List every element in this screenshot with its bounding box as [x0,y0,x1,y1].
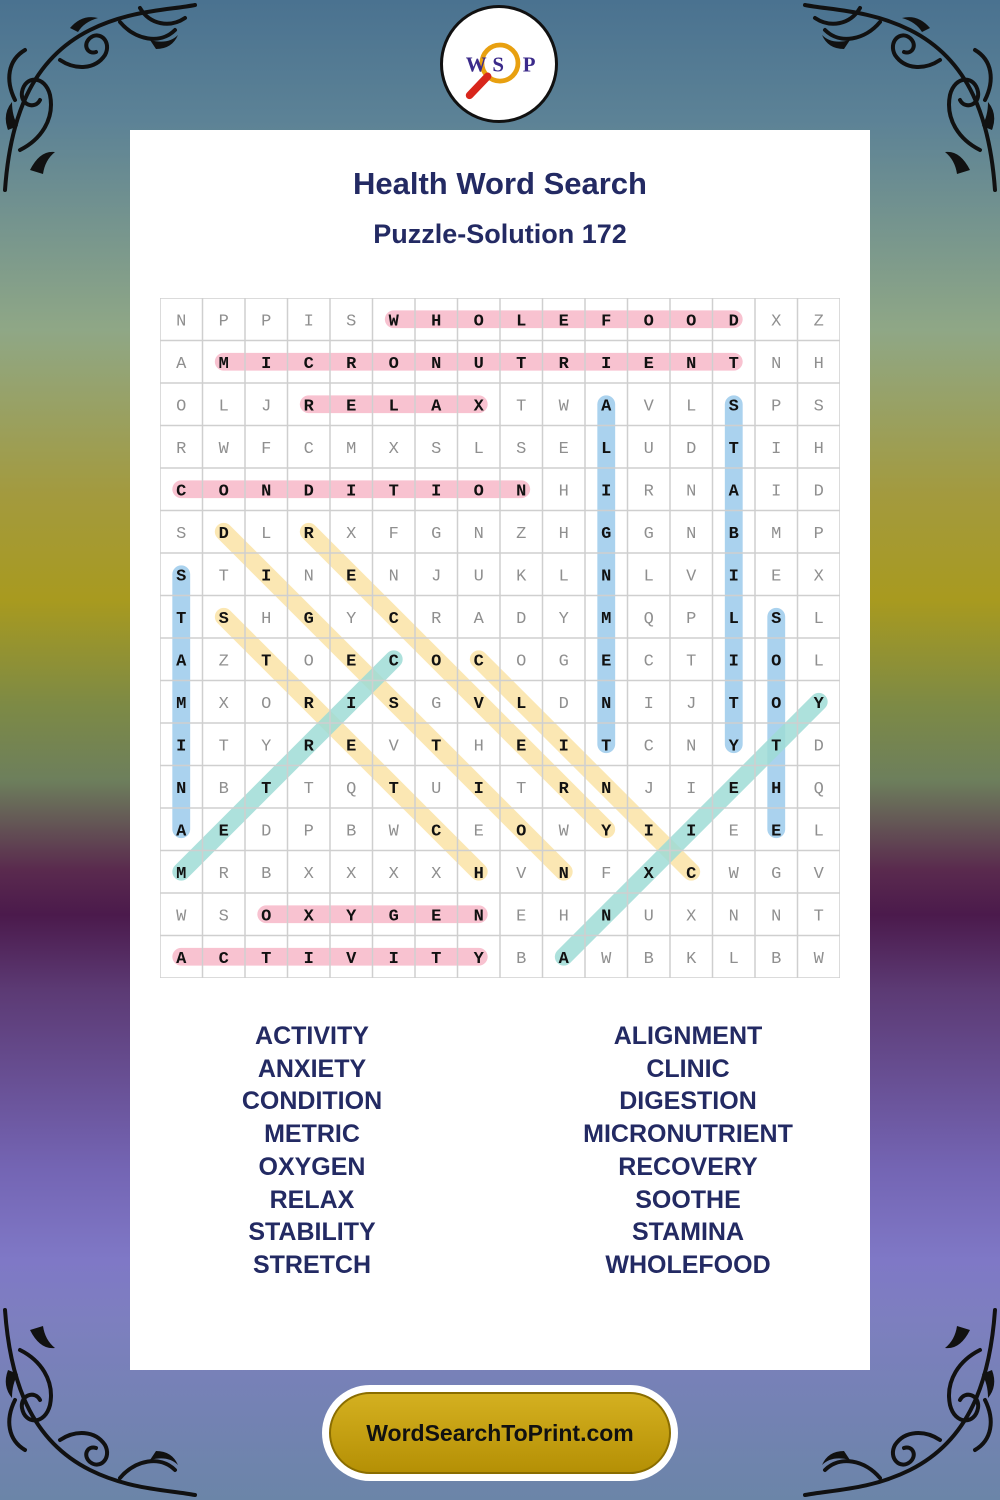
grid-letter: T [771,737,782,757]
grid-letter: Z [813,312,824,332]
grid-letter: A [431,397,442,417]
grid-letter: G [771,864,782,884]
grid-letter: D [218,524,229,544]
grid-letter: E [558,439,569,459]
grid-letter: N [601,694,612,714]
magnifier-logo-icon [443,8,555,120]
grid-letter: T [176,609,187,629]
grid-letter: V [346,949,357,969]
grid-letter: R [303,737,314,757]
grid-letter: I [728,652,739,672]
grid-letter: O [218,482,229,502]
grid-letter: O [516,822,527,842]
grid-letter: I [601,482,612,502]
grid-letter: T [728,354,739,374]
grid-letter: I [771,439,782,459]
wsp-logo[interactable] [440,5,558,123]
grid-letter: O [771,652,782,672]
page-title: Health Word Search [352,166,647,201]
grid-letter: F [388,524,399,544]
grid-letter: E [346,567,357,587]
grid-letter: D [516,609,527,629]
grid-letter: T [516,779,527,799]
grid-letter: X [431,864,442,884]
grid-letter: L [643,567,654,587]
grid-letter: O [261,694,272,714]
grid-letter: M [176,694,187,714]
grid-letter: R [218,864,229,884]
grid-letter: U [473,354,484,374]
grid-letter: V [388,737,399,757]
grid-letter: M [771,524,782,544]
grid-letter: S [218,907,229,927]
grid-letter: Y [813,694,824,714]
grid-letter: I [431,482,442,502]
grid-letter: T [516,397,527,417]
grid-letter: K [686,949,697,969]
grid-letter: F [261,439,272,459]
grid-letter: L [686,397,697,417]
grid-letter: Q [813,779,824,799]
grid-letter: F [601,312,612,332]
grid-letter: O [473,312,484,332]
grid-letter: L [218,397,229,417]
grid-letter: I [261,354,272,374]
grid-letter: N [303,567,314,587]
website-button[interactable] [322,1385,678,1481]
grid-letter: A [176,652,187,672]
grid-letter: N [686,354,697,374]
grid-letter: B [728,524,739,544]
grid-letter: N [558,864,569,884]
grid-letter: M [218,354,229,374]
grid-letter: T [388,779,399,799]
grid-letter: X [303,864,314,884]
grid-letter: E [643,354,654,374]
grid-letter: N [601,779,612,799]
grid-letter: B [771,949,782,969]
grid-letter: A [176,949,187,969]
grid-letter: V [686,567,697,587]
grid-letter: T [431,949,442,969]
grid-letter: D [686,439,697,459]
grid-letter: W [813,949,824,969]
grid-letter: O [303,652,314,672]
grid-letter: H [473,864,484,884]
grid-letter: O [388,354,399,374]
grid-letter: I [303,312,314,332]
word-list-item: STRETCH [252,1250,372,1279]
grid-letter: T [218,567,229,587]
grid-letter: I [176,737,187,757]
grid-letter: L [813,822,824,842]
grid-letter: W [388,312,399,332]
grid-letter: C [388,609,399,629]
grid-letter: O [686,312,697,332]
grid-letter: E [728,779,739,799]
grid-letter: L [813,652,824,672]
grid-letter: J [261,397,272,417]
grid-letter: N [176,312,187,332]
grid-letter: E [218,822,229,842]
word-list-item: DIGESTION [619,1087,757,1116]
grid-letter: E [473,822,484,842]
grid-letter: N [601,567,612,587]
grid-letter: I [388,949,399,969]
grid-letter: H [813,439,824,459]
grid-letter: H [473,737,484,757]
grid-letter: D [261,822,272,842]
grid-letter: X [643,864,654,884]
grid-letter: Q [346,779,357,799]
grid-letter: R [558,354,569,374]
grid-letter: X [388,439,399,459]
grid-letter: Y [558,609,569,629]
grid-letter: P [686,609,697,629]
grid-letter: C [176,482,187,502]
grid-letter: E [346,737,357,757]
grid-letter: T [261,652,272,672]
grid-letter: Z [218,652,229,672]
grid-letter: L [516,312,527,332]
word-list-item: SOOTHE [635,1185,741,1214]
grid-letter: S [516,439,527,459]
grid-letter: D [558,694,569,714]
grid-letter: S [431,439,442,459]
grid-letter: M [601,609,612,629]
grid-letter: S [388,694,399,714]
grid-letter: I [686,822,697,842]
grid-letter: A [728,482,739,502]
word-list-item: ALIGNMENT [613,1022,763,1050]
grid-letter: X [303,907,314,927]
grid-letter: X [388,864,399,884]
grid-letter: O [473,482,484,502]
grid-letter: J [431,567,442,587]
grid-letter: O [261,907,272,927]
grid-letter: S [176,524,187,544]
grid-letter: O [643,312,654,332]
grid-letter: R [431,609,442,629]
grid-letter: B [516,949,527,969]
grid-letter: Q [643,609,654,629]
grid-letter: V [473,694,484,714]
grid-letter: N [261,482,272,502]
grid-letter: Z [516,524,527,544]
grid-letter: I [728,567,739,587]
grid-letter: E [346,652,357,672]
grid-letter: S [813,397,824,417]
word-list-item: MICRONUTRIENT [583,1120,793,1149]
grid-letter: U [643,439,654,459]
grid-letter: U [431,779,442,799]
grid-letter: I [686,779,697,799]
grid-letter: I [643,822,654,842]
grid-letter: V [516,864,527,884]
grid-letter: L [728,949,739,969]
grid-letter: P [261,312,272,332]
grid-letter: A [176,354,187,374]
grid-letter: D [303,482,314,502]
website-button-label: WordSearchToPrint.com [329,1392,671,1474]
grid-letter: V [813,864,824,884]
grid-letter: C [643,737,654,757]
grid-letter: D [813,482,824,502]
grid-letter: I [771,482,782,502]
grid-letter: N [473,907,484,927]
grid-letter: S [346,312,357,332]
word-list-left [142,1020,482,1282]
grid-letter: E [516,737,527,757]
grid-letter: T [388,482,399,502]
grid-letter: Y [346,609,357,629]
grid-letter: Y [261,737,272,757]
grid-letter: M [176,864,187,884]
grid-letter: G [388,907,399,927]
grid-letter: T [728,694,739,714]
grid-letter: W [218,439,229,459]
grid-letter: S [771,609,782,629]
grid-letter: R [643,482,654,502]
word-list-right [518,1020,858,1282]
grid-letter: E [558,312,569,332]
grid-letter: Y [473,949,484,969]
grid-letter: E [771,567,782,587]
grid-letter: P [813,524,824,544]
grid-letter: C [686,864,697,884]
word-list-item: CONDITION [241,1087,383,1116]
grid-letter: N [473,524,484,544]
grid-letter: C [303,439,314,459]
grid-letter: B [218,779,229,799]
grid-letter: N [686,482,697,502]
grid-letter: C [218,949,229,969]
grid-letter: L [388,397,399,417]
grid-letter: S [218,609,229,629]
grid-letter: E [516,907,527,927]
grid-letter: C [431,822,442,842]
grid-letter: P [218,312,229,332]
word-list-item: CLINIC [646,1054,730,1083]
grid-letter: B [261,864,272,884]
grid-letter: O [771,694,782,714]
grid-letter: N [686,524,697,544]
grid-letter: I [601,354,612,374]
grid-letter: L [473,439,484,459]
grid-letter: R [346,354,357,374]
logo-letter-p: P [522,52,536,77]
grid-letter: Y [728,737,739,757]
grid-letter: X [346,864,357,884]
grid-letter: I [558,737,569,757]
grid-letter: T [431,737,442,757]
grid-letter: H [261,609,272,629]
grid-letter: W [558,822,569,842]
grid-letter: T [686,652,697,672]
grid-letter: T [813,907,824,927]
grid-letter: N [728,907,739,927]
grid-letter: L [728,609,739,629]
grid-letter: T [218,737,229,757]
word-list-item: STAMINA [631,1218,745,1247]
grid-letter: A [601,397,612,417]
grid-letter: N [686,737,697,757]
grid-letter: G [303,609,314,629]
grid-letter: H [558,524,569,544]
grid-letter: T [516,354,527,374]
grid-letter: B [346,822,357,842]
word-list-item: RELAX [269,1185,355,1214]
grid-letter: D [813,737,824,757]
grid-letter: G [431,694,442,714]
grid-letter: E [346,397,357,417]
grid-letter: N [516,482,527,502]
grid-letter: C [388,652,399,672]
grid-letter: W [558,397,569,417]
grid-letter: N [601,907,612,927]
grid-letter: G [601,524,612,544]
grid-letter: T [261,949,272,969]
grid-letter: M [346,439,357,459]
grid-letter: L [516,694,527,714]
word-list-item: STABILITY [248,1218,376,1247]
grid-letter: X [218,694,229,714]
grid-letter: O [516,652,527,672]
grid-letter: H [558,482,569,502]
grid-letter: P [771,397,782,417]
grid-letter: J [643,779,654,799]
grid-letter: I [473,779,484,799]
grid-letter: N [388,567,399,587]
logo-letter-w: W [465,52,487,77]
grid-letter: H [431,312,442,332]
grid-letter: X [346,524,357,544]
word-list-item: RECOVERY [618,1152,758,1181]
grid-letter: I [261,567,272,587]
grid-letter: X [771,312,782,332]
grid-letter: T [303,779,314,799]
grid-letter: E [771,822,782,842]
grid-letter: S [176,567,187,587]
grid-letter: A [473,609,484,629]
grid-letter: C [473,652,484,672]
grid-letter: O [431,652,442,672]
page-subtitle: Puzzle-Solution 172 [373,219,627,249]
word-list-item: WHOLEFOOD [605,1250,771,1279]
grid-letter: W [601,949,612,969]
grid-letter: P [303,822,314,842]
grid-letter: R [303,694,314,714]
grid-letter: T [601,737,612,757]
grid-letter: H [558,907,569,927]
grid-letter: N [176,779,187,799]
grid-letter: F [601,864,612,884]
grid-letter: W [176,907,187,927]
grid-letter: I [303,949,314,969]
grid-letter: N [771,907,782,927]
grid-letter: L [813,609,824,629]
grid-letter: X [686,907,697,927]
grid-letter: H [813,354,824,374]
grid-letter: D [728,312,739,332]
grid-letter: T [728,439,739,459]
grid-letter: R [176,439,187,459]
grid-letter: Y [601,822,612,842]
grid-letter: R [303,397,314,417]
word-list-item: ACTIVITY [255,1022,369,1050]
grid-letter: K [516,567,527,587]
grid-letter: I [643,694,654,714]
grid-letter: H [771,779,782,799]
grid-letter: S [728,397,739,417]
grid-letter: E [431,907,442,927]
grid-letter: U [643,907,654,927]
word-search-grid [160,298,840,978]
grid-letter: E [728,822,739,842]
grid-letter: G [558,652,569,672]
grid-letter: L [558,567,569,587]
grid-letter: X [813,567,824,587]
logo-letter-s: S [492,52,504,77]
grid-letter: R [558,779,569,799]
grid-letter: W [388,822,399,842]
grid-letter: C [303,354,314,374]
grid-letter: L [601,439,612,459]
word-list-item: OXYGEN [258,1152,366,1181]
grid-letter: O [176,397,187,417]
grid-letter: T [261,779,272,799]
grid-letter: W [728,864,739,884]
grid-letter: N [771,354,782,374]
grid-letter: E [601,652,612,672]
grid-letter: B [643,949,654,969]
grid-letter: X [473,397,484,417]
grid-letter: G [431,524,442,544]
word-list-item: ANXIETY [257,1054,367,1083]
grid-letter: U [473,567,484,587]
grid-letter: A [558,949,569,969]
grid-letter: R [303,524,314,544]
grid-letter: Y [346,907,357,927]
grid-letter: G [643,524,654,544]
grid-letter: I [346,482,357,502]
grid-letter: N [431,354,442,374]
grid-letter: V [643,397,654,417]
grid-letter: I [346,694,357,714]
grid-letter: L [261,524,272,544]
grid-letter: A [176,822,187,842]
grid-letter: J [686,694,697,714]
grid-letter: C [643,652,654,672]
word-list-item: METRIC [264,1120,360,1149]
